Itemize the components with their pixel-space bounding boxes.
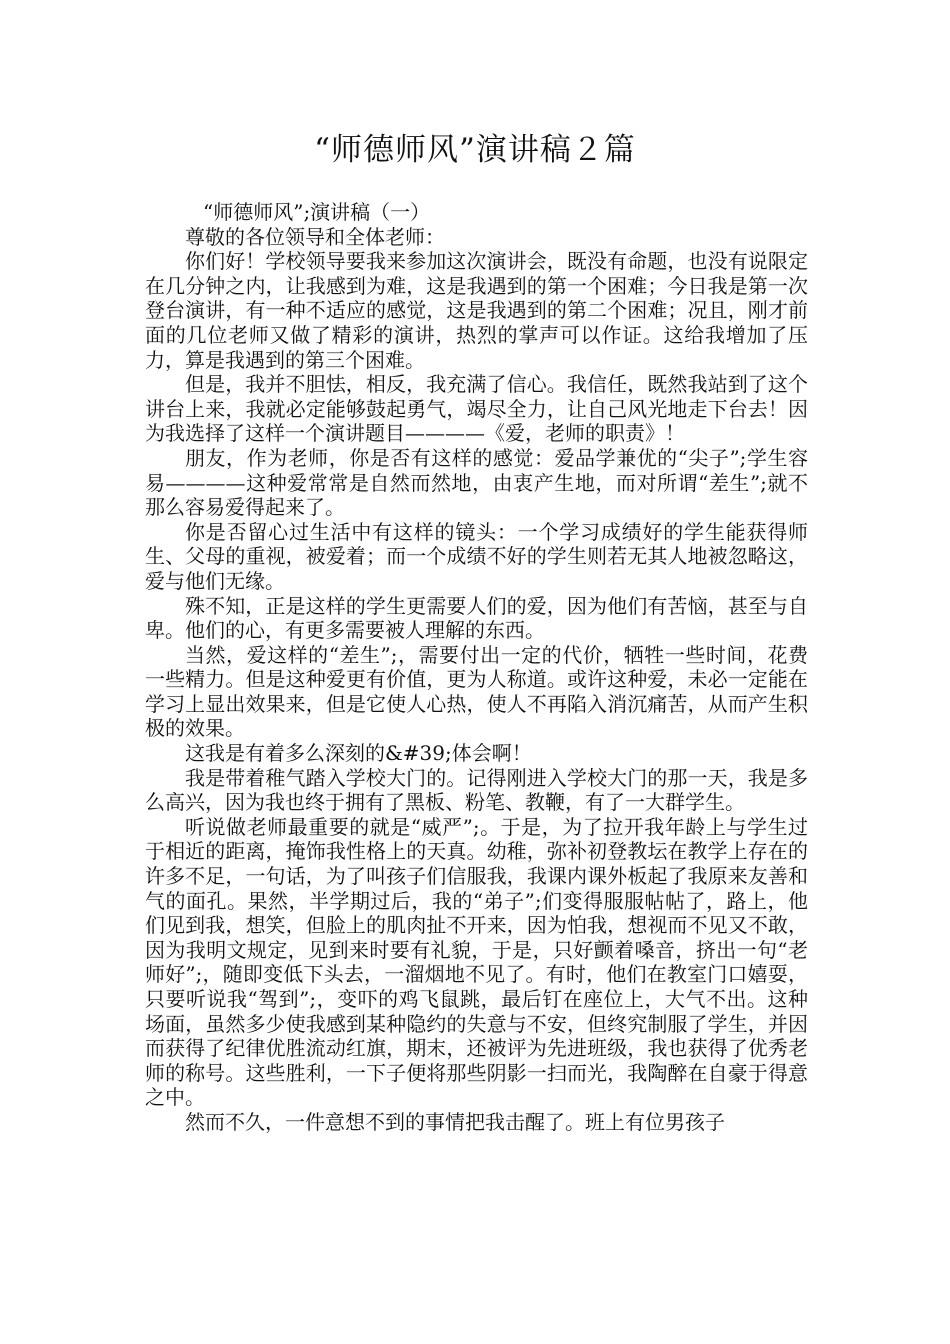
salutation: 尊敬的各位领导和全体老师： xyxy=(185,224,445,249)
paragraph: 但是，我并不胆怯，相反，我充满了信心。我信任，既然我站到了这个讲台上来，我就必定能够鼓起勇气，竭尽全力，让自己风光地走下台去！因为我选择了这样一个演讲题目————《爱，老师的职责》！ xyxy=(145,372,808,446)
paragraph: 你是否留心过生活中有这样的镜头：一个学习成绩好的学生能获得师生、父母的重视，被爱着；而一个成绩不好的学生则若无其人地被忽略这，爱与他们无缘。 xyxy=(145,519,808,593)
paragraph: 我是带着稚气踏入学校大门的。记得刚进入学校大门的那一天，我是多么高兴，因为我也终于拥有了黑板、粉笔、教鞭，有了一大群学生。 xyxy=(145,765,808,815)
paragraph: 殊不知，正是这样的学生更需要人们的爱，因为他们有苦恼，甚至与自卑。他们的心，有更多需要被人理解的东西。 xyxy=(145,593,808,643)
document-title: “师德师风”演讲稿２篇 xyxy=(314,132,636,168)
paragraph: 当然，爱这样的“差生”;，需要付出一定的代价，牺牲一些时间，花费一些精力。但是这种爱更有价值，更为人称道。或许这种爱，未必一定能在学习上显出效果来，但是它使人心热，使人不再陷入消沉痛苦，从而产生积极的效果。 xyxy=(145,642,808,741)
paragraph: 朋友，作为老师，你是否有这样的感觉：爱品学兼优的“尖子”;学生容易————这种爱常常是自然而然地，由衷产生地，而对所谓“差生”;就不那么容易爱得起来了。 xyxy=(145,445,808,520)
speech-subtitle: “师德师风”;演讲稿（一） xyxy=(203,200,431,224)
paragraph: 然而不久，一件意想不到的事情把我击醒了。班上有位男孩子 xyxy=(185,1109,725,1134)
paragraph: 听说做老师最重要的就是“威严”;。于是，为了拉开我年龄上与学生过于相近的距离，掩饰我性格上的天真。幼稚，弥补初登教坛在教学上存在的许多不足，一句话，为了叫孩子们信服我，我课内课外板起了我原来友善和气的面孔。果然，半学期过后，我的“弟子”;们变得服服帖帖了，路上，他们见到我，想笑，但脸上的肌肉扯不开来，因为怕我，想视而不见又不敢，因为我明文规定，见到来时要有礼貌，于是，只好颤着嗓音，挤出一句“老师好”;，随即变低下头去，一溜烟地不见了。有时，他们在教室门口嬉耍，只要听说我“驾到”;，变吓的鸡飞鼠跳，最后钉在座位上，大气不出。这种场面，虽然多少使我感到某种隐约的失意与不安，但终究制服了学生，并因而获得了纪律优胜流动红旗，期末，还被评为先进班级，我也获得了优秀老师的称号。这些胜利，一下子便将那些阴影一扫而光，我陶醉在自豪于得意之中。 xyxy=(145,814,808,1110)
document-body xyxy=(145,200,808,1135)
paragraph: 这我是有着多么深刻的&#39;体会啊！ xyxy=(185,741,532,766)
paragraph: 你们好！学校领导要我来参加这次演讲会，既没有命题，也没有说限定在几分钟之内，让我感到为难，这是我遇到的第一个困难；今日我是第一次登台演讲，有一种不适应的感觉，这是我遇到的第二个困难；况且，刚才前面的几位老师又做了精彩的演讲，热烈的掌声可以作证。这给我增加了压力，算是我遇到的第三个困难。 xyxy=(145,249,808,372)
